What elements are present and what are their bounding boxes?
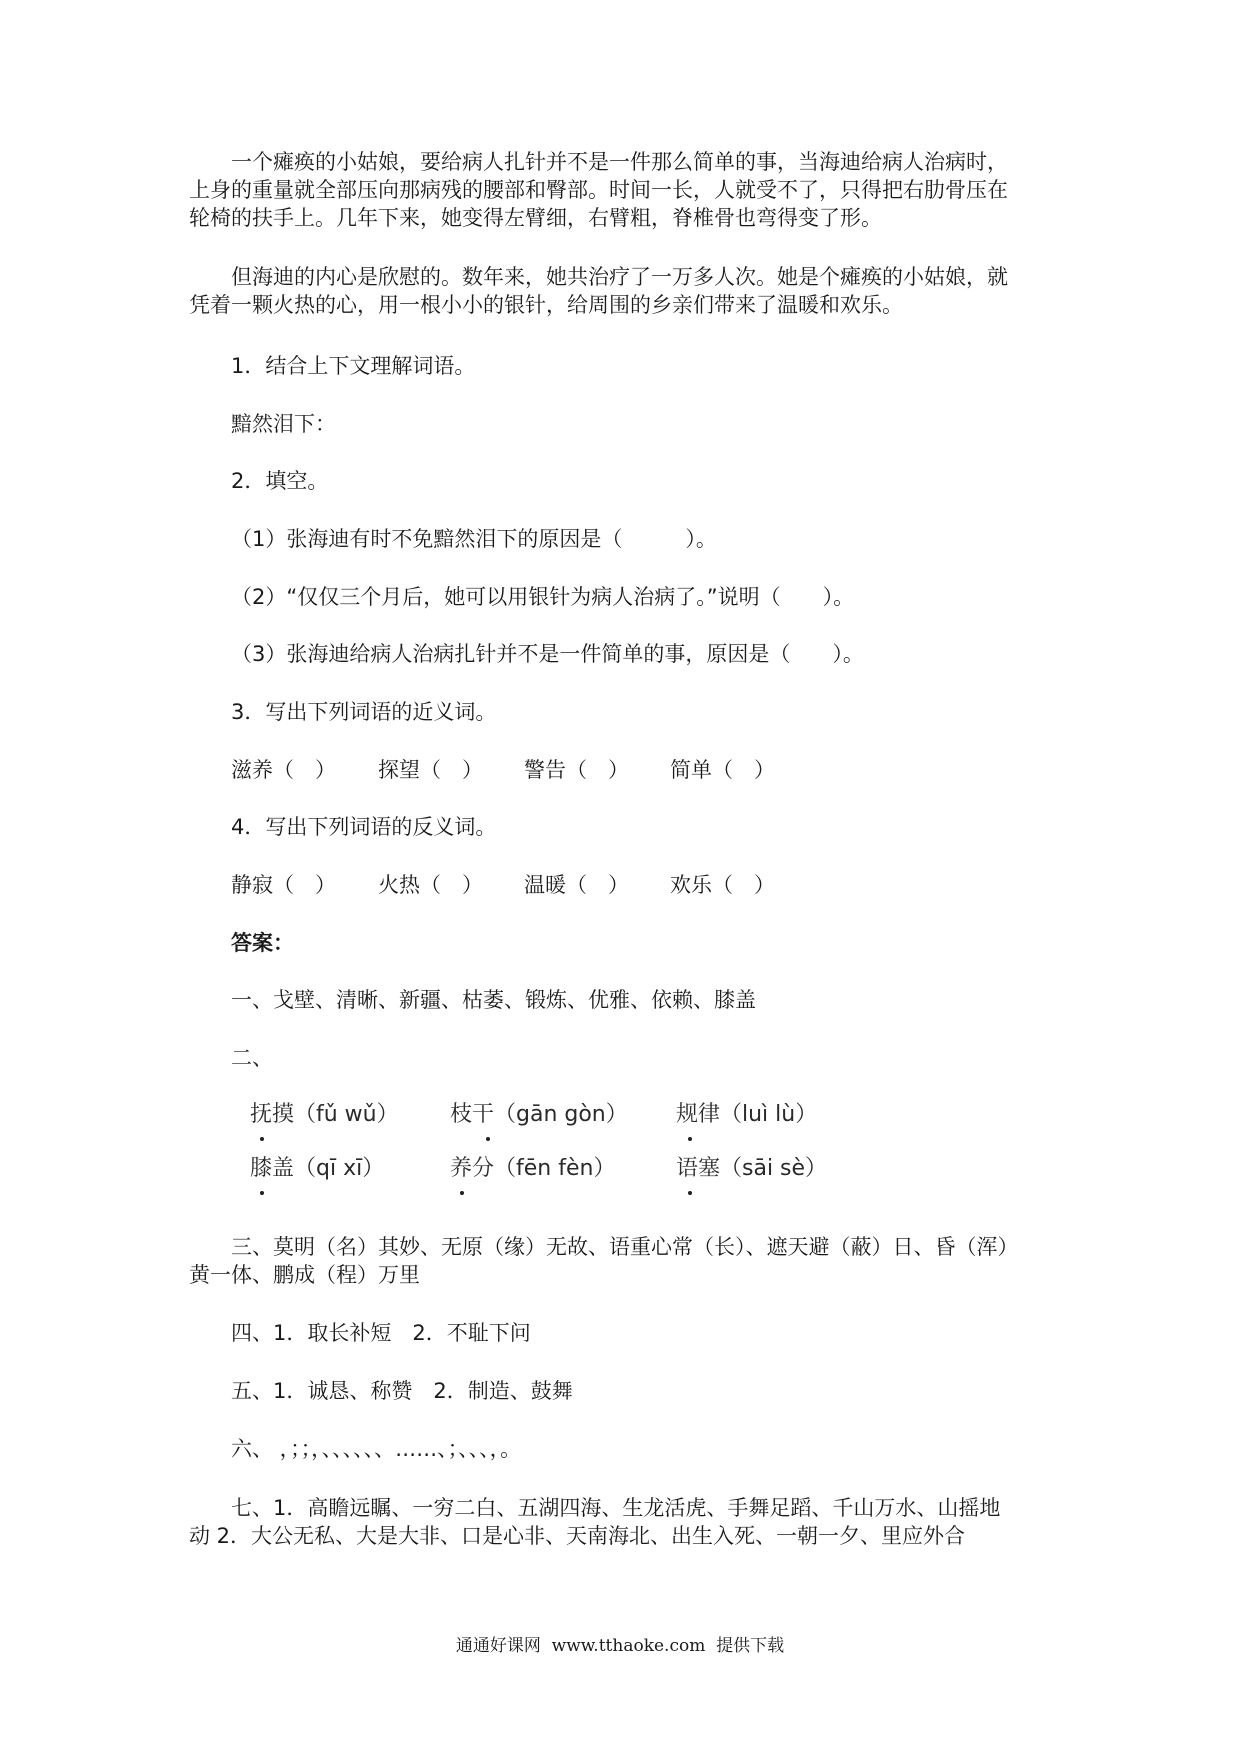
pinyin-answer-image (250, 1094, 870, 1224)
passage-paragraph-2 (189, 263, 1069, 319)
question-4-word: 火热（ ） (378, 873, 483, 897)
passage-line: 但海迪的内心是欣慰的。数年来，她共治疗了一万多人次。她是个瘫痪的小姑娘，就 (231, 265, 1008, 289)
emphasis-dot (460, 1191, 464, 1195)
answer-4: 四、1．取长补短 2．不耻下问 (231, 1321, 531, 1345)
question-3-word: 探望（ ） (378, 758, 483, 782)
answer-line: 动 2．大公无私、大是大非、口是心非、天南海北、出生入死、一朝一夕、里应外合 (189, 1524, 966, 1548)
emphasis-dot (688, 1137, 692, 1141)
question-4-word: 温暖（ ） (524, 873, 629, 897)
answer-3 (189, 1233, 1069, 1289)
question-3: 3．写出下列词语的近义词。 (231, 700, 497, 724)
answer-line: 黄一体、鹏成（程）万里 (189, 1263, 420, 1287)
answer-2-label: 二、 (231, 1046, 273, 1070)
question-1-word: 黯然泪下： (231, 412, 336, 436)
pinyin-item: 抚摸（fǔ wǔ） (250, 1102, 399, 1127)
question-1: 1．结合上下文理解词语。 (231, 354, 476, 378)
question-2-item-1: （1）张海迪有时不免黯然泪下的原因是（ ）。 (231, 527, 717, 551)
question-3-word: 简单（ ） (670, 758, 775, 782)
passage-line: 上身的重量就全部压向那病残的腰部和臀部。时间一长，人就受不了，只得把右肋骨压在 (189, 178, 1008, 202)
question-4-word: 欢乐（ ） (670, 873, 775, 897)
emphasis-dot (688, 1191, 692, 1195)
answer-6: 六、 ，；；，、、、、、、……、；、、、，。 (231, 1437, 522, 1461)
question-3-word: 滋养（ ） (231, 758, 336, 782)
answer-5: 五、1．诚恳、称赞 2．制造、鼓舞 (231, 1379, 573, 1403)
answer-1: 一、戈壁、清晰、新疆、枯萎、锻炼、优雅、依赖、膝盖 (231, 988, 756, 1012)
passage-paragraph-1 (189, 148, 1069, 232)
pinyin-item: 规律（luì lù） (676, 1102, 818, 1127)
question-4-word: 静寂（ ） (231, 873, 336, 897)
passage-line: 轮椅的扶手上。几年下来，她变得左臂细，右臂粗，脊椎骨也弯得变了形。 (189, 206, 882, 230)
pinyin-item: 养分（fēn fèn） (450, 1156, 616, 1181)
answers-heading: 答案： (231, 931, 294, 955)
answer-line: 三、莫明（名）其妙、无原（缘）无故、语重心常（长）、遮天避（蔽）日、昏（浑） (231, 1235, 1019, 1259)
pinyin-item: 膝盖（qī xī） (250, 1156, 385, 1181)
answer-line: 七、1．高瞻远瞩、一穷二白、五湖四海、生龙活虎、手舞足蹈、千山万水、山摇地 (231, 1496, 1001, 1520)
question-2-item-2: （2）“仅仅三个月后，她可以用银针为病人治病了。”说明（ ）。 (231, 585, 855, 609)
pinyin-item: 枝干（gān gòn） (450, 1102, 628, 1127)
question-4: 4．写出下列词语的反义词。 (231, 815, 497, 839)
question-2-item-3: （3）张海迪给病人治病扎针并不是一件简单的事，原因是（ ）。 (231, 642, 864, 666)
answer-7 (189, 1494, 1069, 1550)
question-2: 2．填空。 (231, 469, 329, 493)
page-footer: 通通好课网 www.tthaoke.com 提供下载 (455, 1636, 785, 1656)
emphasis-dot (486, 1137, 490, 1141)
pinyin-item: 语塞（sāi sè） (676, 1156, 828, 1181)
passage-line: 凭着一颗火热的心，用一根小小的银针，给周围的乡亲们带来了温暖和欢乐。 (189, 293, 903, 317)
question-3-word: 警告（ ） (524, 758, 629, 782)
emphasis-dot (260, 1137, 264, 1141)
emphasis-dot (260, 1191, 264, 1195)
passage-line: 一个瘫痪的小姑娘，要给病人扎针并不是一件那么简单的事，当海迪给病人治病时， (231, 150, 1008, 174)
